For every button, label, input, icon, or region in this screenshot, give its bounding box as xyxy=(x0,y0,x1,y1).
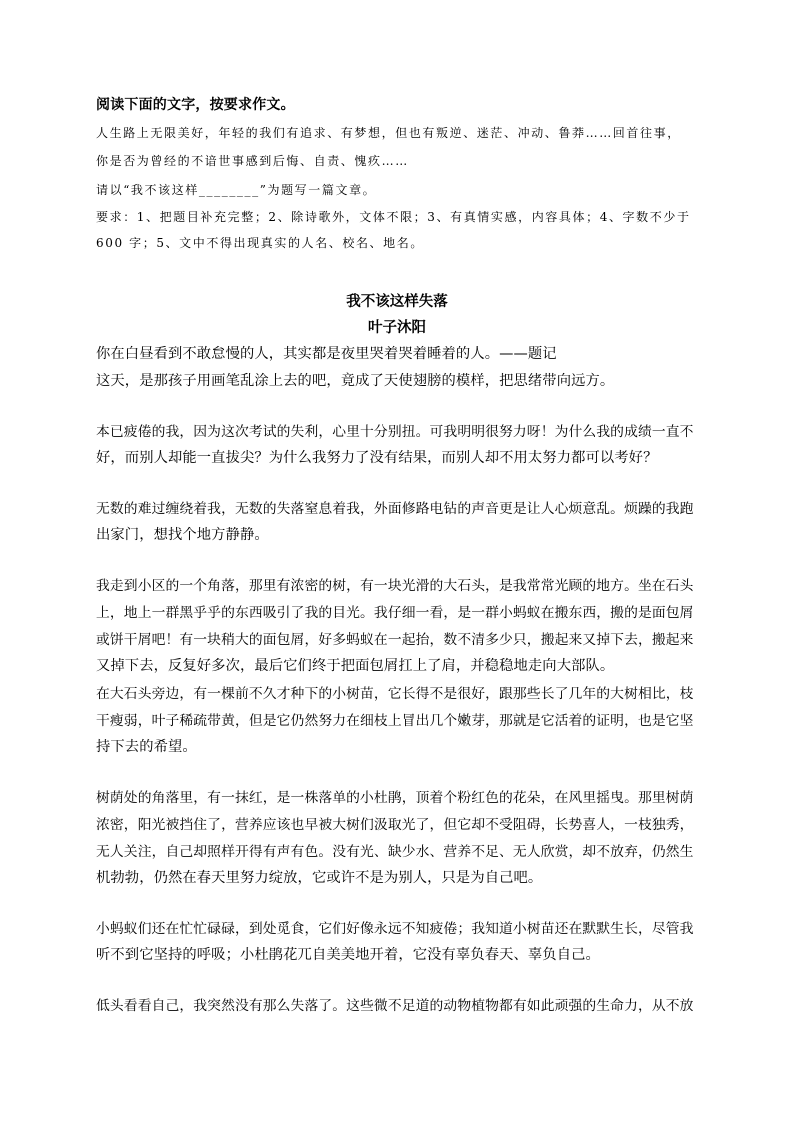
essay-line: 树荫处的角落里，有一抹红，是一株落单的小杜鹃，顶着个粉红色的花朵，在风里摇曳。那里树荫 xyxy=(96,790,694,806)
essay-line: 浓密，阳光被挡住了，营养应该也早被大树们汲取光了，但它却不受阻碍，长势喜人，一枝独秀， xyxy=(96,817,694,833)
essay-line: 机勃勃，仍然在春天里努力绽放，它或许不是为别人，只是为自己吧。 xyxy=(96,870,543,886)
essay-line: 无数的难过缠绕着我，无数的失落窒息着我，外面修路电钻的声音更是让人心烦意乱。烦躁的我跑 xyxy=(96,501,694,517)
essay-line: 上，地上一群黑乎乎的东西吸引了我的目光。我仔细一看，是一群小蚂蚁在搬东西，搬的是面包屑 xyxy=(96,605,694,621)
essay-line: 持下去的希望。 xyxy=(96,739,197,755)
essay-line: 这天，是那孩子用画笔乱涂上去的吧，竟成了天使翅膀的模样，把思绪带向远方。 xyxy=(96,373,615,389)
essay-line: 低头看看自己，我突然没有那么失落了。这些微不足道的动物植物都有如此顽强的生命力，从不放 xyxy=(96,998,694,1014)
essay-author: 叶子沐阳 xyxy=(368,320,426,336)
essay-line: 小蚂蚁们还在忙忙碌碌，到处觅食，它们好像永远不知疲倦；我知道小树苗还在默默生长，尽管我 xyxy=(96,921,694,937)
essay-line: 出家门，想找个地方静静。 xyxy=(96,527,269,543)
essay-line: 好，而别人却能一直拔尖？为什么我努力了没有结果，而别人却不用太努力都可以考好？ xyxy=(96,450,658,466)
essay-line: 听不到它坚持的呼吸；小杜鹃花兀自美美地开着，它没有辜负春天、辜负自己。 xyxy=(96,947,600,963)
essay-line: 干瘦弱，叶子稀疏带黄，但是它仍然努力在细枝上冒出几个嫩芽，那就是它活着的证明，也是它坚 xyxy=(96,713,694,729)
prompt-line: 人生路上无限美好，年轻的我们有追求、有梦想，但也有叛逆、迷茫、冲动、鲁莽……回首往事， xyxy=(96,126,681,140)
essay-title: 我不该这样失落 xyxy=(346,294,448,310)
prompt-heading: 阅读下面的文字，按要求作文。 xyxy=(96,97,295,113)
prompt-line: 请以“我不该这样________”为题写一篇文章。 xyxy=(96,183,377,197)
prompt-line: 要求：1、把题目补充完整；2、除诗歌外，文体不限；3、有真情实感，内容具体；4、字数不少于 xyxy=(96,210,691,224)
prompt-line: 你是否为曾经的不谙世事感到后悔、自责、愧疚…… xyxy=(96,154,409,168)
essay-line: 无人关注，自己却照样开得有声有色。没有光、缺少水、营养不足、无人欣赏，却不放弃，仍然生 xyxy=(96,844,694,860)
essay-line: 又掉下去，反复好多次，最后它们终于把面包屑扛上了肩，并稳稳地走向大部队。 xyxy=(96,658,615,674)
essay-line: 在大石头旁边，有一棵前不久才种下的小树苗，它长得不是很好，跟那些长了几年的大树相比，枝 xyxy=(96,686,694,702)
essay-epigraph: 你在白昼看到不敢怠慢的人，其实都是夜里哭着哭着睡着的人。——题记 xyxy=(96,346,557,362)
prompt-line: 600 字；5、文中不得出现真实的人名、校名、地名。 xyxy=(96,236,424,250)
essay-line: 本已疲倦的我，因为这次考试的失利，心里十分别扭。可我明明很努力呀！为什么我的成绩一直不 xyxy=(96,424,694,440)
essay-line: 我走到小区的一个角落，那里有浓密的树，有一块光滑的大石头，是我常常光顾的地方。坐在石头 xyxy=(96,578,694,594)
essay-line: 或饼干屑吧！有一块稍大的面包屑，好多蚂蚁在一起抬，数不清多少只，搬起来又掉下去，搬起来 xyxy=(96,632,694,648)
